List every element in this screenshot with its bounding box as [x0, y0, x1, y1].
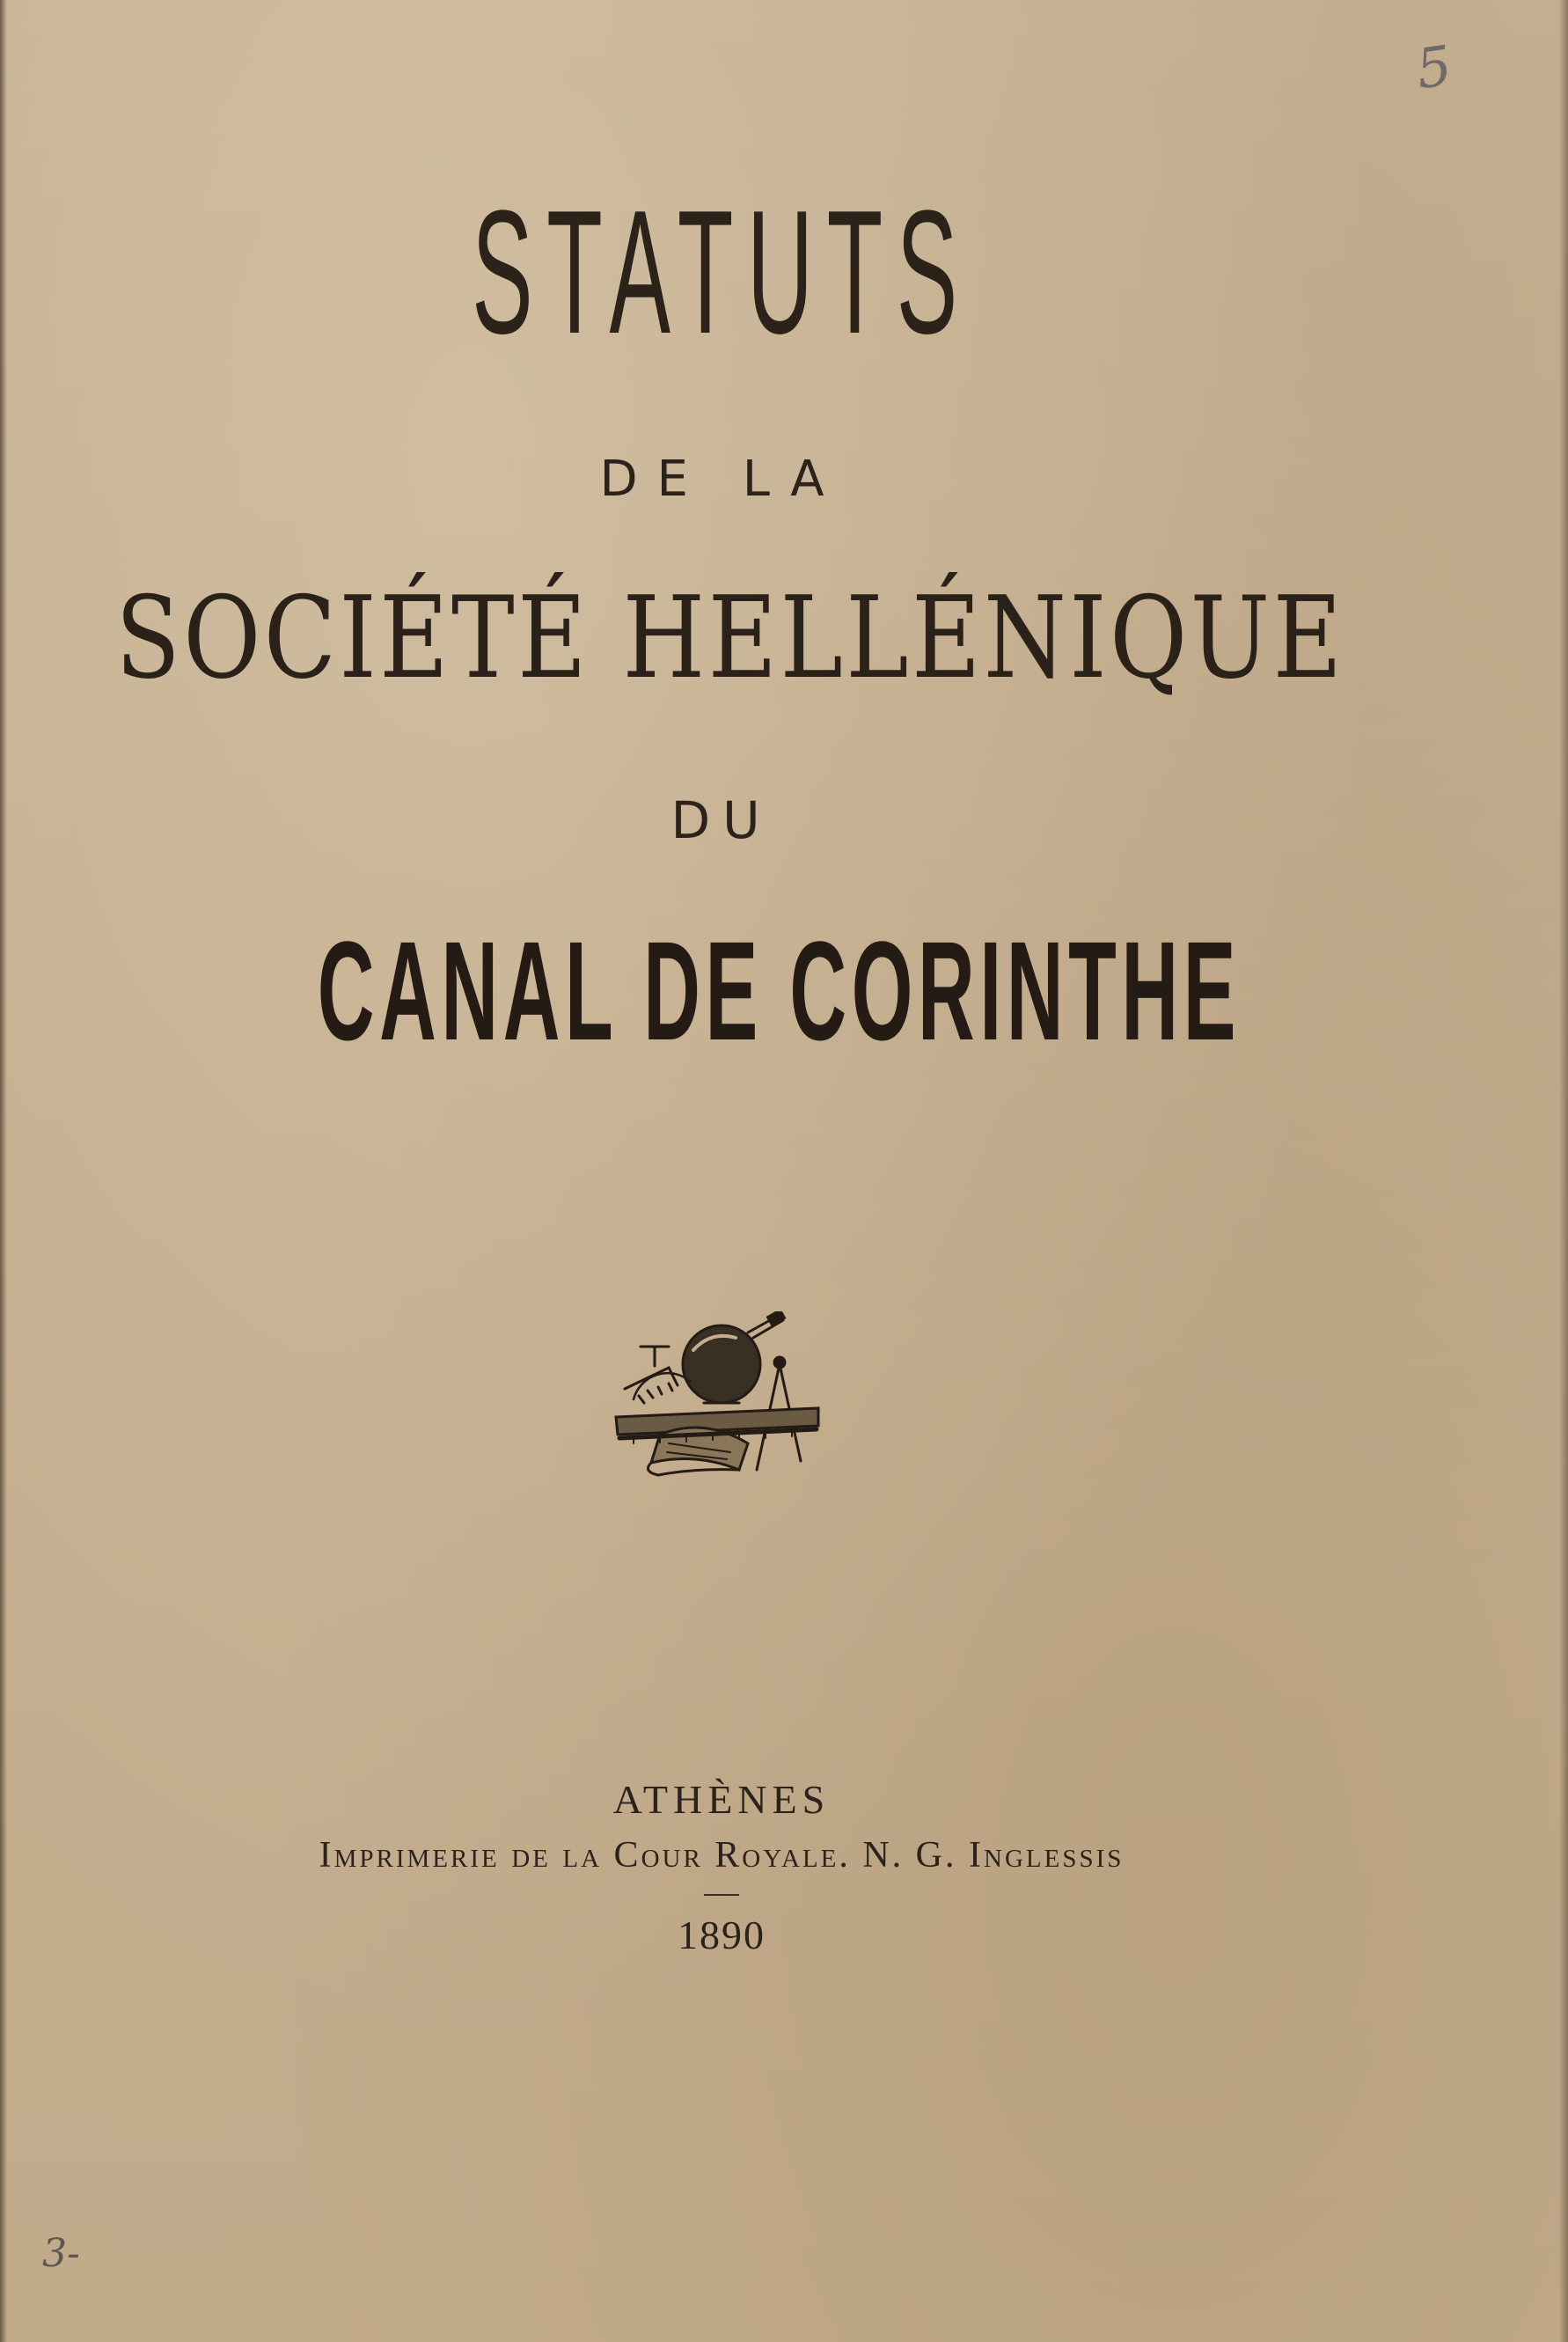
- title-societe-hellenique: SOCIÉTÉ HELLÉNIQUE: [115, 573, 1345, 704]
- title-statuts: STATUTS: [472, 174, 971, 371]
- handwritten-shelf-mark: 3-: [42, 2231, 80, 2276]
- handwritten-page-number: 5: [1412, 33, 1456, 102]
- divider-rule: [704, 1894, 739, 1896]
- imprint-printer: Imprimerie de la Cour Royale. N. G. Inglessis: [319, 1835, 1125, 1876]
- imprint-city: ATHÈNES: [612, 1777, 831, 1822]
- title-du: DU: [670, 790, 773, 850]
- printers-vignette-icon: [607, 1311, 827, 1487]
- title-de-la: DE LA: [599, 451, 844, 508]
- imprint-year: 1890: [678, 1913, 766, 1957]
- title-canal-de-corinthe: CANAL DE CORINTHE: [317, 912, 1242, 1069]
